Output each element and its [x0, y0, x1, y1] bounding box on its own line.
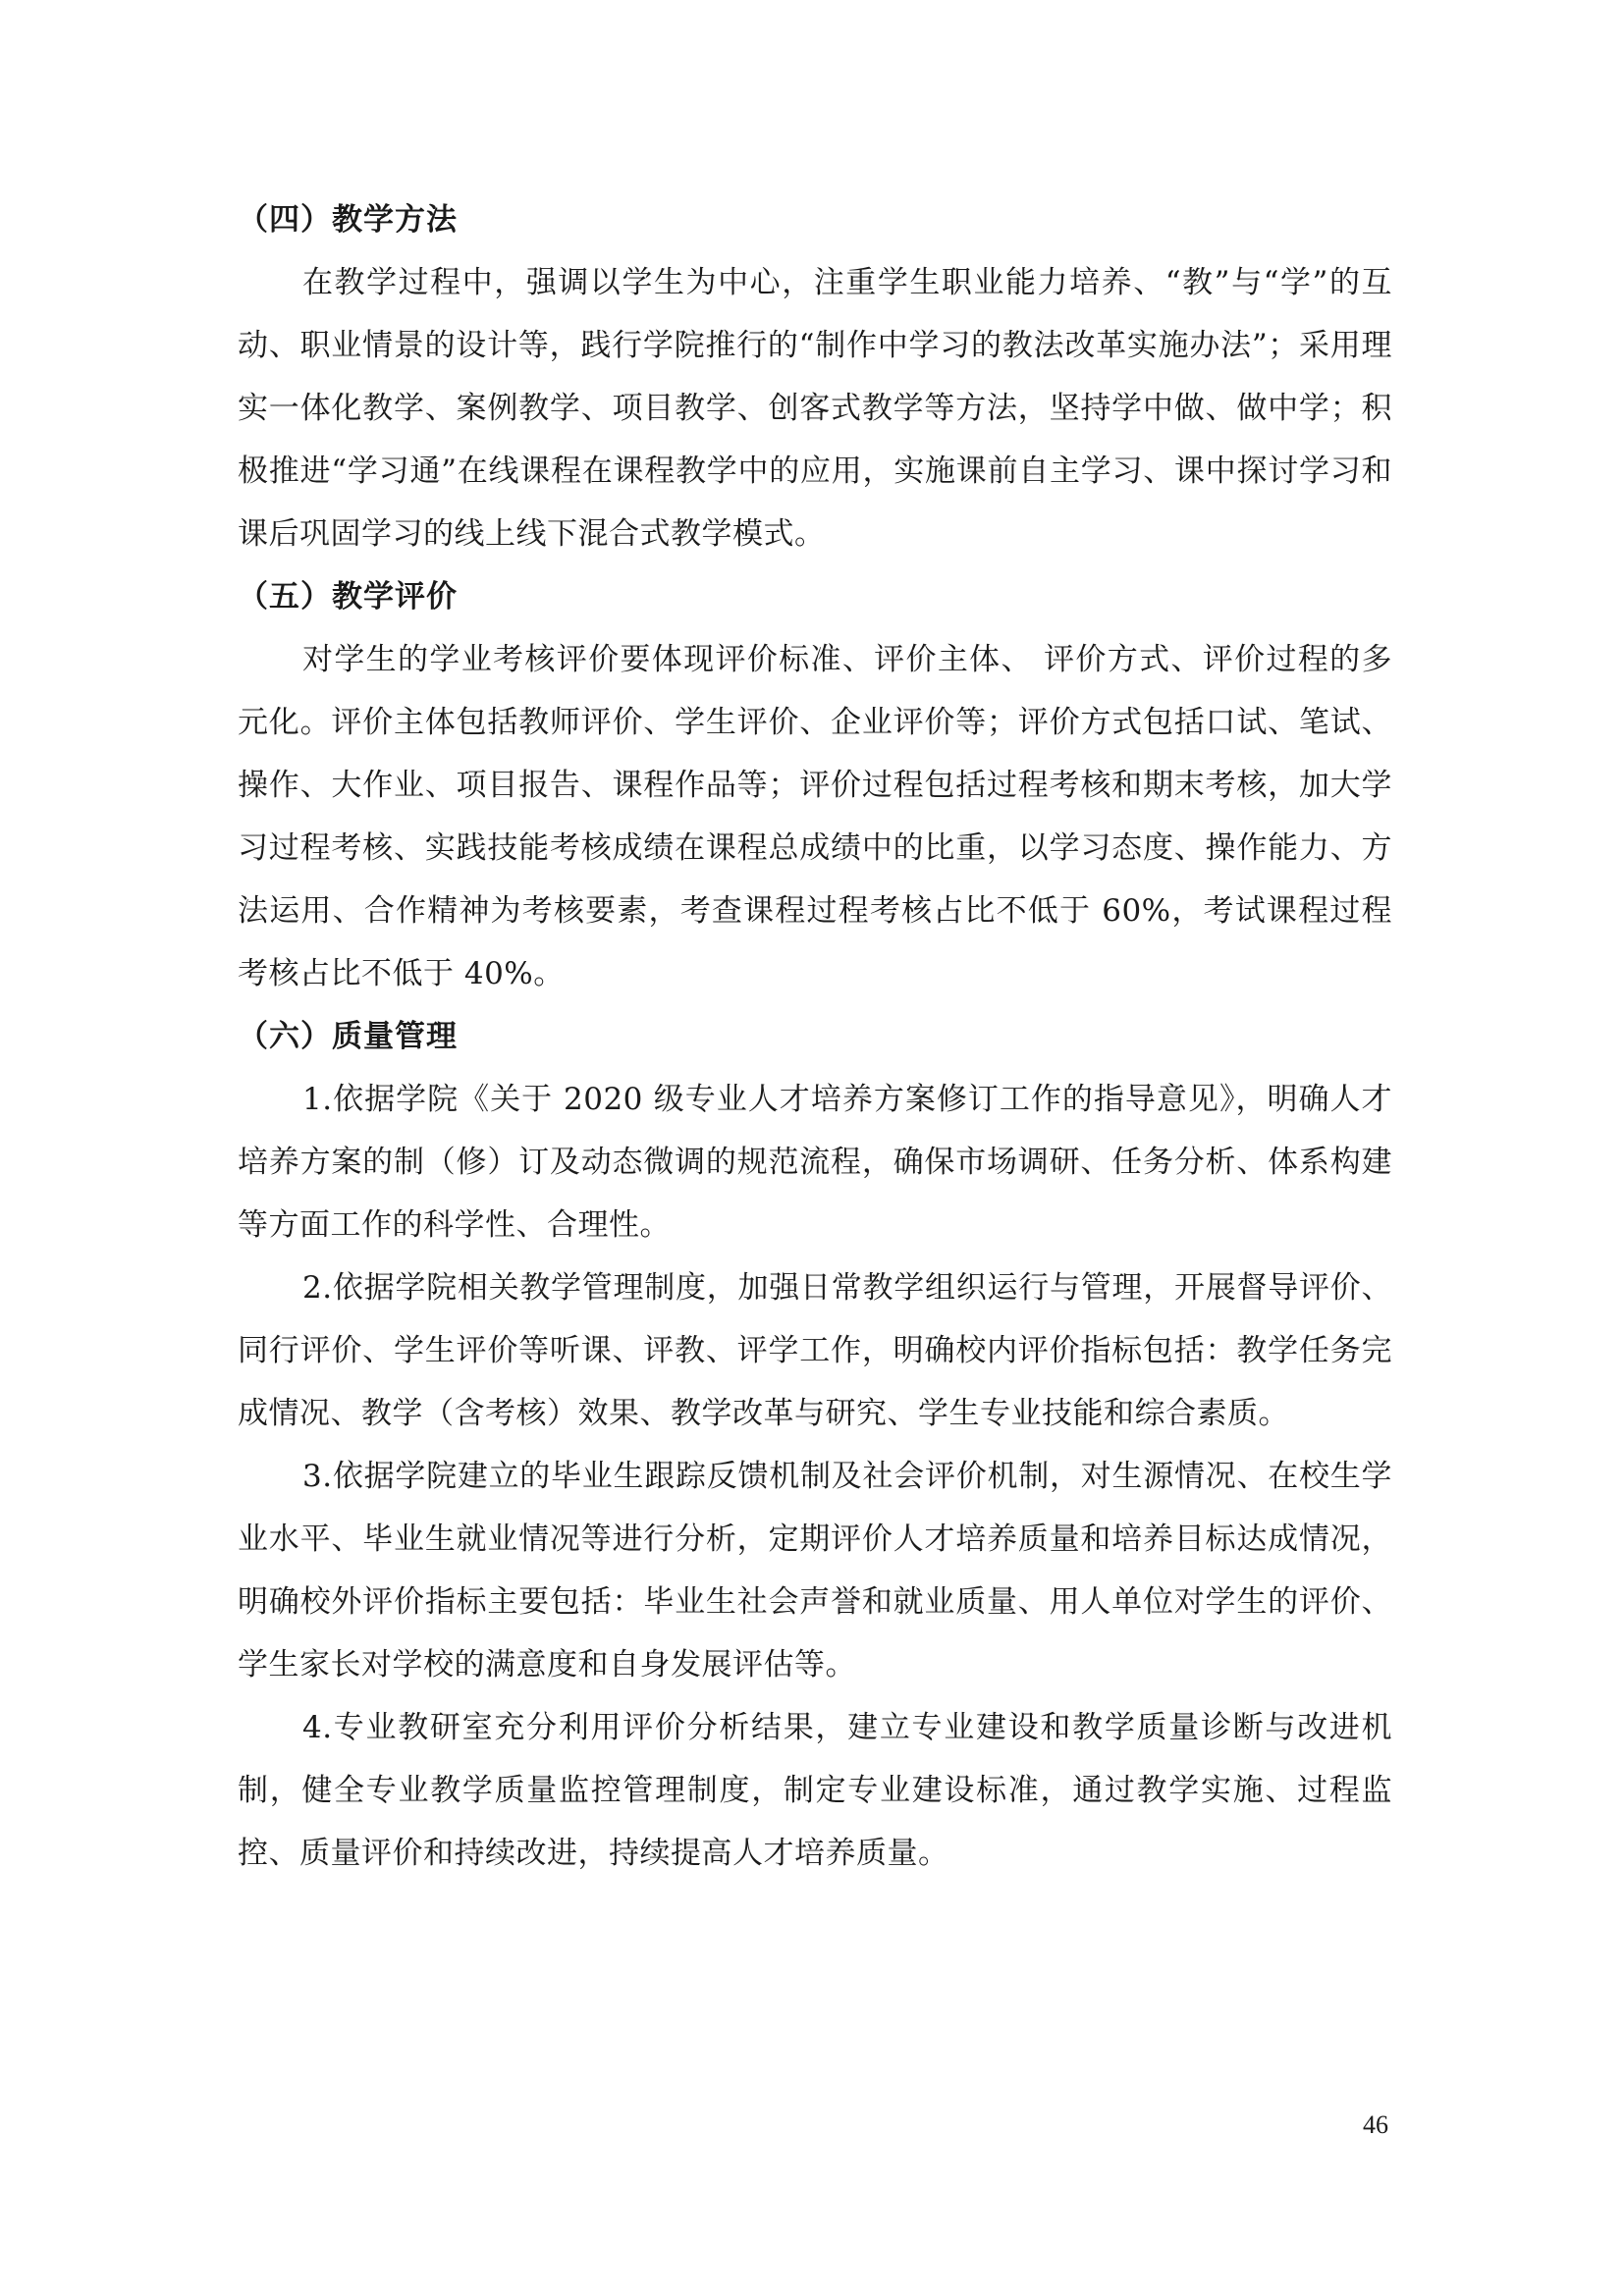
paragraph: 3.依据学院建立的毕业生跟踪反馈机制及社会评价机制，对生源情况、在校生学业水平、毕业生就业情况等进行分析，定期评价人才培养质量和培养目标达成情况，明确校外评价指标主要包括：毕业生社会声誉和就业质量、用人单位对学生的评价、学生家长对学校的满意度和自身发展评估等。 [238, 1459, 1392, 1682]
paragraph: 对学生的学业考核评价要体现评价标准、评价主体、 评价方式、评价过程的多元化。评价主体包括教师评价、学生评价、企业评价等；评价方式包括口试、笔试、操作、大作业、项目报告、课程作品等；评价过程包括过程考核和期末考核，加大学习过程考核、实践技能考核成绩在课程总成绩中的比重，以学习态度、操作能力、方法运用、合作精神为考核要素，考查课程过程考核占比不低于 60%，考试课程过程考核占比不低于 40%。 [238, 642, 1392, 991]
page-body [238, 188, 1392, 1885]
paragraph: 1.依据学院《关于 2020 级专业人才培养方案修订工作的指导意见》，明确人才培养方案的制（修）订及动态微调的规范流程，确保市场调研、任务分析、体系构建等方面工作的科学性、合理性。 [238, 1082, 1392, 1243]
paragraph: 在教学过程中，强调以学生为中心，注重学生职业能力培养、“教”与“学”的互动、职业情景的设计等，践行学院推行的“制作中学习的教法改革实施办法”；采用理实一体化教学、案例教学、项目教学、创客式教学等方法，坚持学中做、做中学；积极推进“学习通”在线课程在课程教学中的应用，实施课前自主学习、课中探讨学习和课后巩固学习的线上线下混合式教学模式。 [238, 265, 1392, 552]
paragraph: 4.专业教研室充分利用评价分析结果，建立专业建设和教学质量诊断与改进机制，健全专业教学质量监控管理制度，制定专业建设标准，通过教学实施、过程监控、质量评价和持续改进，持续提高人才培养质量。 [238, 1710, 1392, 1871]
section-heading: （六）质量管理 [238, 1019, 458, 1054]
section-teaching-evaluation [238, 565, 1392, 1005]
section-teaching-methods [238, 188, 1392, 565]
section-heading: （五）教学评价 [238, 579, 458, 614]
page-number: 46 [1363, 2110, 1388, 2139]
paragraph: 2.依据学院相关教学管理制度，加强日常教学组织运行与管理，开展督导评价、同行评价、学生评价等听课、评教、评学工作，明确校内评价指标包括：教学任务完成情况、教学（含考核）效果、教学改革与研究、学生专业技能和综合素质。 [238, 1270, 1392, 1431]
section-quality-management [238, 1005, 1392, 1885]
section-heading: （四）教学方法 [238, 202, 458, 238]
